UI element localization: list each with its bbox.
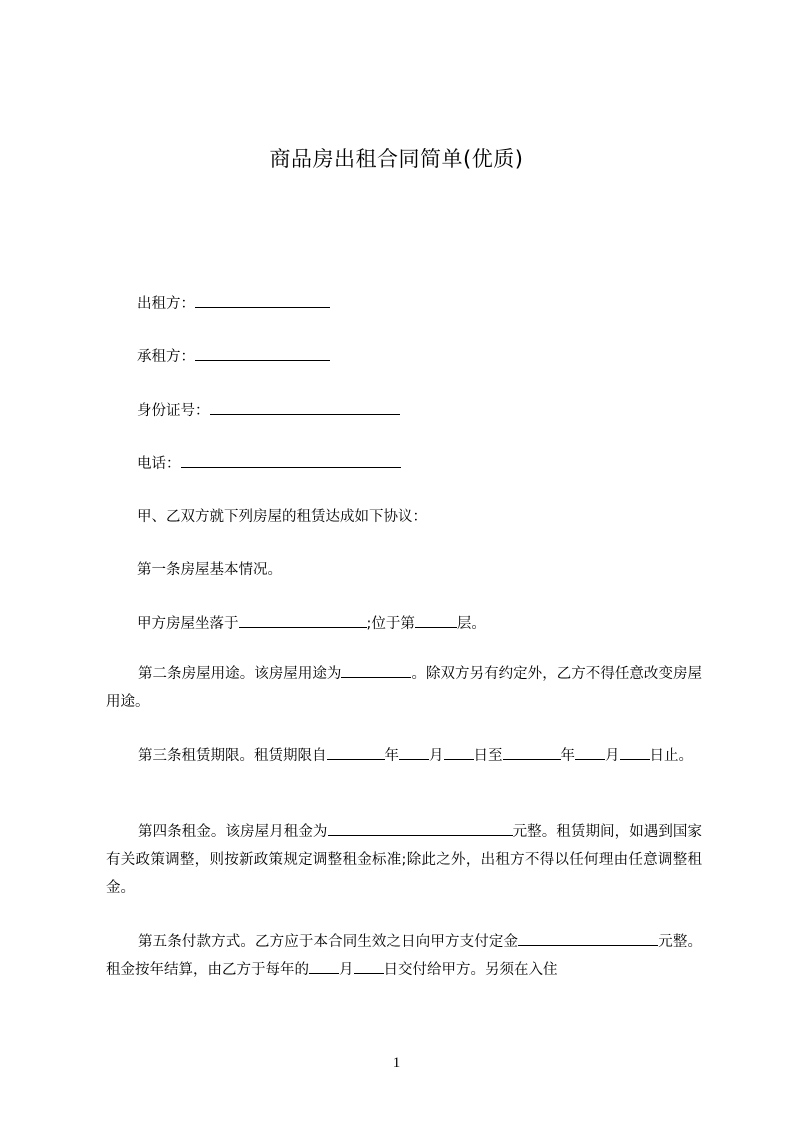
lessee-blank[interactable] xyxy=(195,346,330,361)
article3-year-2: 年 xyxy=(560,748,575,764)
lessor-line xyxy=(137,293,330,314)
article4-text-a: 第四条租金。该房屋月租金为 xyxy=(138,824,328,840)
article4-paragraph xyxy=(106,818,702,902)
lessor-blank[interactable] xyxy=(195,293,330,308)
article5-month: 月 xyxy=(339,962,354,978)
rent-blank[interactable] xyxy=(328,821,513,836)
pay-day-blank[interactable] xyxy=(354,959,384,974)
phone-blank[interactable] xyxy=(181,453,401,468)
end-year-blank[interactable] xyxy=(503,745,561,760)
start-day-blank[interactable] xyxy=(444,745,474,760)
lessee-label: 承租方： xyxy=(137,349,195,365)
article5-text-b: 元整。租金按年结算，由乙方于每年的 xyxy=(106,934,703,978)
usage-blank[interactable] xyxy=(341,663,411,678)
floor-blank[interactable] xyxy=(415,613,457,628)
start-year-blank[interactable] xyxy=(327,745,385,760)
article2-text-b: 。除双方另有约定外，乙方不得任意改变房屋用途。 xyxy=(106,666,703,710)
article5-text-c: 日交付给甲方。另须在入住 xyxy=(383,962,558,978)
article2-text-a: 第二条房屋用途。该房屋用途为 xyxy=(138,666,342,682)
location-blank[interactable] xyxy=(239,613,367,628)
start-month-blank[interactable] xyxy=(399,745,429,760)
article3-month-2: 月 xyxy=(605,748,620,764)
location-prefix: 甲方房屋坐落于 xyxy=(137,616,239,632)
article5-paragraph xyxy=(106,928,702,984)
lessee-line xyxy=(137,346,330,367)
id-line xyxy=(137,400,400,421)
document-title: 商品房出租合同简单(优质) xyxy=(269,147,524,171)
page-number: 1 xyxy=(392,1055,401,1071)
article3-year-1: 年 xyxy=(384,748,399,764)
article1-title: 第一条房屋基本情况。 xyxy=(137,562,282,578)
location-line xyxy=(137,613,486,634)
pay-month-blank[interactable] xyxy=(309,959,339,974)
end-day-blank[interactable] xyxy=(620,745,650,760)
article3-text-a: 第三条租赁期限。租赁期限自 xyxy=(138,748,327,764)
intro-line: 甲、乙双方就下列房屋的租赁达成如下协议： xyxy=(137,509,427,525)
end-month-blank[interactable] xyxy=(575,745,605,760)
lessor-label: 出租方： xyxy=(137,296,195,312)
deposit-blank[interactable] xyxy=(518,931,658,946)
id-label: 身份证号： xyxy=(137,403,210,419)
phone-line xyxy=(137,453,401,474)
location-suffix: 层。 xyxy=(456,616,486,632)
article3-end: 日止。 xyxy=(649,748,693,764)
article3-paragraph xyxy=(106,742,702,770)
article4-text-b: 元整。租赁期间，如遇到国家有关政策调整，则按新政策规定调整租金标准;除此之外，出租方不得以任何理由任意调整租金。 xyxy=(106,824,702,896)
article3-month-1: 月 xyxy=(429,748,444,764)
location-mid: ;位于第 xyxy=(366,616,415,632)
id-blank[interactable] xyxy=(210,400,400,415)
article5-text-a: 第五条付款方式。乙方应于本合同生效之日向甲方支付定金 xyxy=(138,934,519,950)
phone-label: 电话： xyxy=(137,456,181,472)
article3-day-to: 日至 xyxy=(473,748,503,764)
article2-paragraph xyxy=(106,660,702,716)
